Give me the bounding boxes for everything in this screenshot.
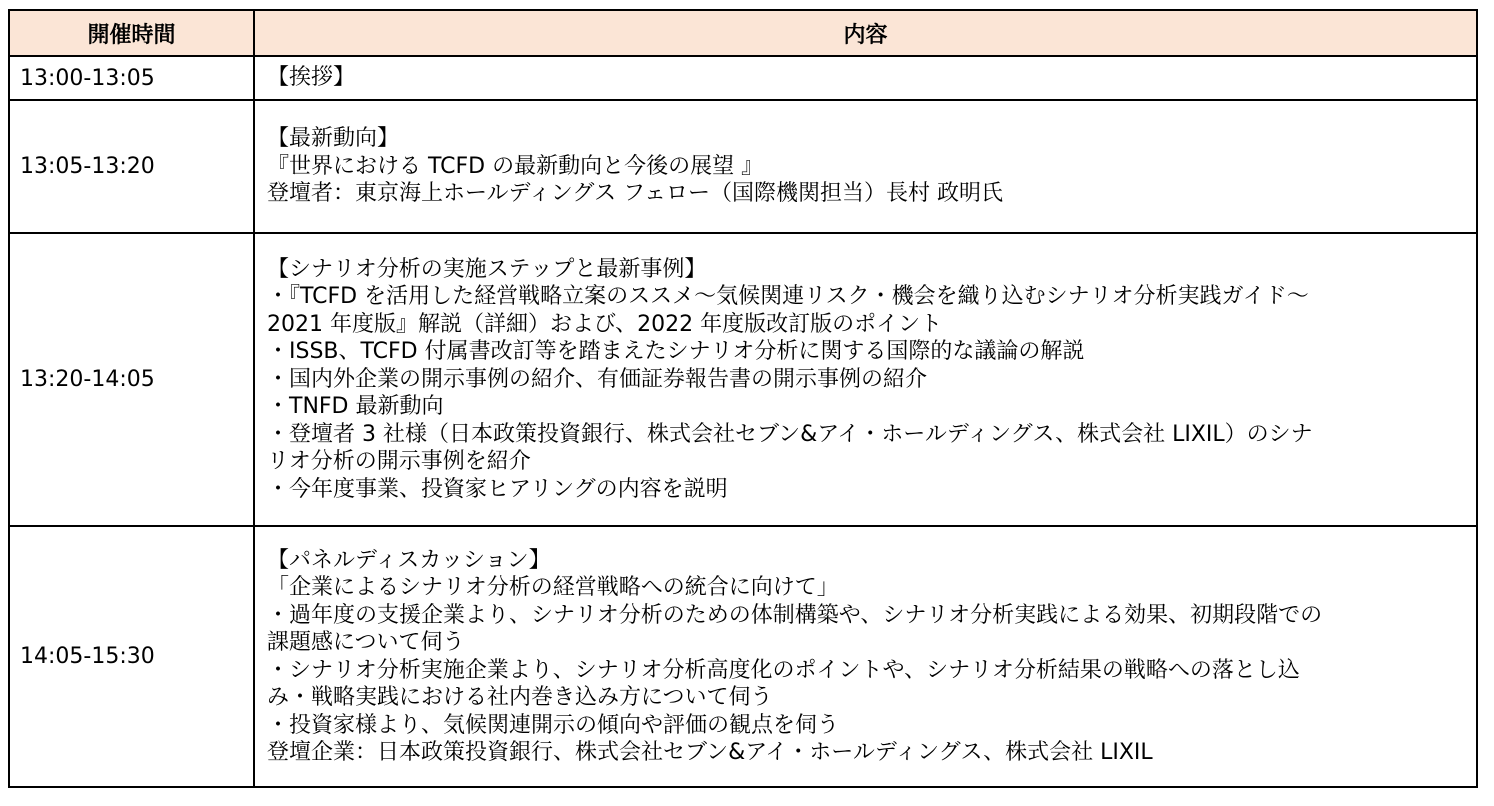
content-line: ・ISSB、TCFD 付属書改訂等を踏まえたシナリオ分析に関する国際的な議論の解説 [267,339,1085,365]
content-line: ・投資家様より、気候関連開示の傾向や評価の観点を伺う [267,712,840,738]
content-line: 【挨拶】 [267,65,356,91]
content-line: ・過年度の支援企業より、シナリオ分析のための体制構築や、シナリオ分析実践による効果、初期段階での [267,602,1323,628]
content-cell [254,100,1477,233]
time-cell: 13:20-14:05 [9,233,254,526]
schedule-table [8,9,1478,788]
content-line: リオ分析の開示事例を紹介 [267,449,531,475]
content-line: 2021 年度版』解説（詳細）および、2022 年度版改訂版のポイント [267,311,943,337]
table-row [9,100,1477,233]
header-content: 内容 [254,10,1477,56]
content-line: み・戦略実践における社内巻き込み方について伺う [267,685,773,710]
content-cell [254,233,1477,526]
table-row [9,233,1477,526]
content-line: 『世界における TCFD の最新動向と今後の展望 』 [267,153,764,179]
time-cell: 13:05-13:20 [9,100,254,233]
content-line: 登壇者：東京海上ホールディングス フェロー（国際機関担当）長村 政明氏 [267,181,1004,207]
time-cell: 13:00-13:05 [9,56,254,100]
content-line: ・『TCFD を活用した経営戦略立案のススメ～気候関連リスク・機会を織り込むシナリオ分析実践ガイド～ [267,284,1309,310]
content-line: 課題感について伺う [267,630,465,655]
content-line: 【シナリオ分析の実施ステップと最新事例】 [267,256,707,282]
content-line: ・シナリオ分析実施企業より、シナリオ分析高度化のポイントや、シナリオ分析結果の戦略への落とし込 [267,657,1300,683]
content-line: ・今年度事業、投資家ヒアリングの内容を説明 [267,476,728,502]
content-cell [254,526,1477,787]
header-time: 開催時間 [9,10,254,56]
header-row [9,10,1477,56]
content-line: ・TNFD 最新動向 [267,394,444,420]
content-line: 登壇企業：日本政策投資銀行、株式会社セブン&アイ・ホールディングス、株式会社 LIXIL [267,740,1153,765]
content-line: 「企業によるシナリオ分析の経営戦略への統合に向けて」 [267,575,839,600]
content-line: ・国内外企業の開示事例の紹介、有価証券報告書の開示事例の紹介 [267,366,928,392]
content-line: 【パネルディスカッション】 [267,547,551,573]
time-cell: 14:05-15:30 [9,526,254,787]
content-line: ・登壇者 3 社様（日本政策投資銀行、株式会社セブン&アイ・ホールディングス、株式会社 LIXIL）のシナ [267,421,1313,447]
table-row [9,56,1477,100]
content-line: 【最新動向】 [267,126,400,152]
content-cell [254,56,1477,100]
table-row [9,526,1477,787]
